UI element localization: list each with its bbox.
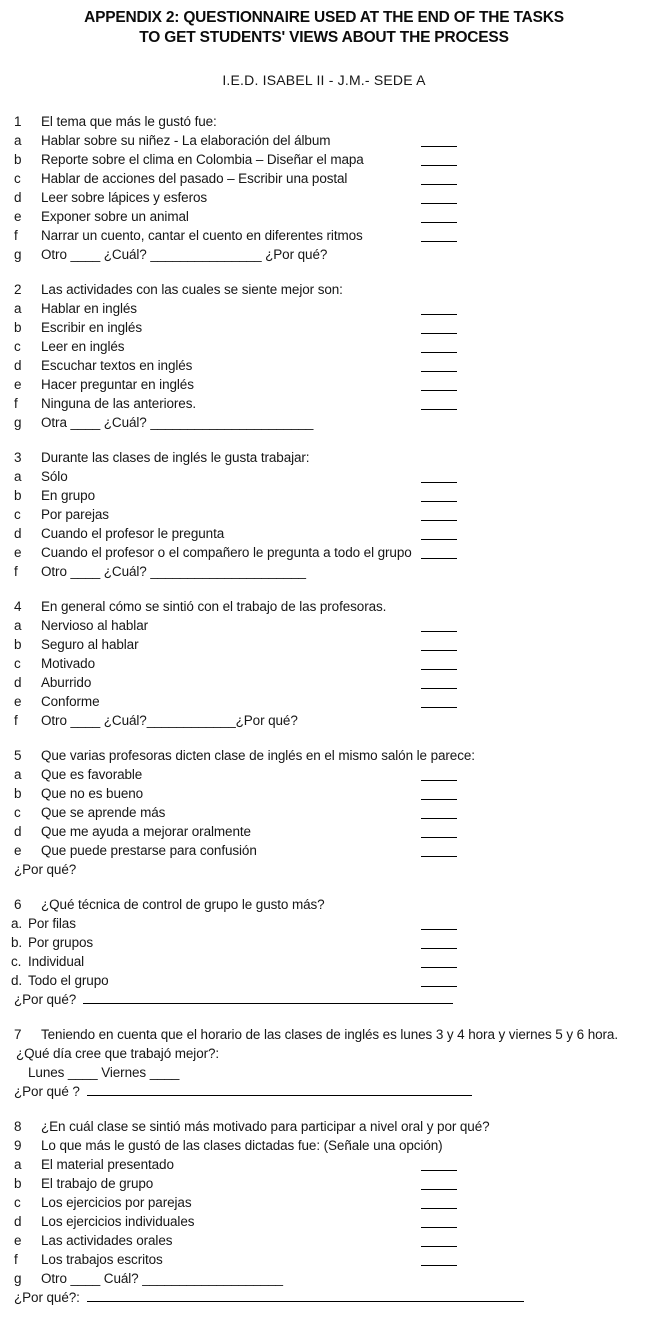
question-number: 4 bbox=[14, 599, 22, 614]
option-letter: f bbox=[14, 396, 18, 411]
option-letter: e bbox=[14, 545, 22, 560]
option-text: El trabajo de grupo bbox=[41, 1176, 154, 1191]
option-row-4e bbox=[14, 692, 648, 711]
option-row-9a bbox=[14, 1155, 648, 1174]
option-text: Escribir en inglés bbox=[41, 320, 142, 335]
question-8 bbox=[14, 1117, 648, 1136]
option-letter: f bbox=[14, 564, 18, 579]
option-letter: a bbox=[14, 133, 22, 148]
option-row-2a bbox=[14, 299, 648, 318]
option-row-2g bbox=[14, 413, 648, 432]
option-row-9b bbox=[14, 1174, 648, 1193]
option-row-9c bbox=[14, 1193, 648, 1212]
option-text: En grupo bbox=[41, 488, 95, 503]
answer-blank bbox=[421, 352, 457, 353]
question-9 bbox=[14, 1136, 648, 1307]
option-row-6a bbox=[11, 914, 648, 933]
answer-blank bbox=[421, 333, 457, 334]
answer-blank bbox=[421, 501, 457, 502]
question-8-header bbox=[14, 1117, 648, 1136]
option-row-3c bbox=[14, 505, 648, 524]
option-text: El material presentado bbox=[41, 1157, 174, 1172]
option-letter: g bbox=[14, 1271, 22, 1286]
answer-line bbox=[87, 1082, 472, 1096]
footer-label: ¿Por qué ? bbox=[14, 1084, 80, 1099]
answer-blank bbox=[421, 1227, 457, 1228]
answer-blank bbox=[421, 688, 457, 689]
option-letter: d bbox=[14, 190, 22, 205]
option-letter: b bbox=[14, 786, 22, 801]
option-letter: f bbox=[14, 228, 18, 243]
answer-blank bbox=[421, 371, 457, 372]
question-7-footer bbox=[14, 1082, 648, 1101]
option-text: Seguro al hablar bbox=[41, 637, 139, 652]
option-row-2d bbox=[14, 356, 648, 375]
question-text: El tema que más le gustó fue: bbox=[41, 114, 217, 129]
option-row-4f bbox=[14, 711, 648, 730]
option-row-1a bbox=[14, 131, 648, 150]
option-letter: d bbox=[14, 526, 22, 541]
question-3-header bbox=[14, 448, 648, 467]
option-text: Reporte sobre el clima en Colombia – Diseñar el mapa bbox=[41, 152, 364, 167]
option-text: Por filas bbox=[28, 916, 76, 931]
option-text: Hacer preguntar en inglés bbox=[41, 377, 194, 392]
answer-blank bbox=[421, 520, 457, 521]
question-line-text: Lunes ____ Viernes ____ bbox=[28, 1065, 180, 1080]
option-text: Hablar de acciones del pasado – Escribir una postal bbox=[41, 171, 348, 186]
answer-blank bbox=[421, 929, 457, 930]
question-number: 9 bbox=[14, 1138, 22, 1153]
option-row-3f bbox=[14, 562, 648, 581]
answer-blank bbox=[421, 314, 457, 315]
option-letter: b bbox=[14, 637, 22, 652]
option-letter: e bbox=[14, 843, 22, 858]
option-letter: f bbox=[14, 713, 18, 728]
question-text: En general cómo se sintió con el trabajo de las profesoras. bbox=[41, 599, 387, 614]
question-number: 1 bbox=[14, 114, 22, 129]
option-letter: f bbox=[14, 1252, 18, 1267]
question-7 bbox=[14, 1025, 648, 1101]
option-row-9f bbox=[14, 1250, 648, 1269]
answer-blank bbox=[421, 409, 457, 410]
question-1-header bbox=[14, 112, 648, 131]
option-text: Por parejas bbox=[41, 507, 109, 522]
question-5-footer bbox=[14, 860, 648, 879]
option-text: Que no es bueno bbox=[41, 786, 144, 801]
option-text: Individual bbox=[28, 954, 85, 969]
option-row-4c bbox=[14, 654, 648, 673]
answer-blank bbox=[421, 650, 457, 651]
option-text: Los ejercicios por parejas bbox=[41, 1195, 192, 1210]
option-row-5c bbox=[14, 803, 648, 822]
question-9-header bbox=[14, 1136, 648, 1155]
answer-blank bbox=[421, 482, 457, 483]
option-row-4d bbox=[14, 673, 648, 692]
option-row-3d bbox=[14, 524, 648, 543]
option-letter: c bbox=[14, 805, 21, 820]
option-row-1d bbox=[14, 188, 648, 207]
question-6 bbox=[11, 895, 648, 1009]
question-number: 2 bbox=[14, 282, 22, 297]
option-letter: a bbox=[14, 618, 22, 633]
question-number: 3 bbox=[14, 450, 22, 465]
answer-blank bbox=[421, 780, 457, 781]
question-4-header bbox=[14, 597, 648, 616]
option-text: Exponer sobre un animal bbox=[41, 209, 189, 224]
title-line-1: APPENDIX 2: QUESTIONNAIRE USED AT THE END OF THE TASKS bbox=[84, 9, 564, 26]
question-5 bbox=[14, 746, 648, 879]
option-row-2b bbox=[14, 318, 648, 337]
option-row-1e bbox=[14, 207, 648, 226]
answer-blank bbox=[421, 1208, 457, 1209]
answer-blank bbox=[421, 707, 457, 708]
option-row-5a bbox=[14, 765, 648, 784]
answer-blank bbox=[421, 222, 457, 223]
option-letter: a bbox=[14, 1157, 22, 1172]
option-text: Escuchar textos en inglés bbox=[41, 358, 193, 373]
option-row-4a bbox=[14, 616, 648, 635]
option-letter: d bbox=[14, 675, 22, 690]
option-row-1c bbox=[14, 169, 648, 188]
questionnaire-body bbox=[0, 112, 648, 1307]
option-row-5b bbox=[14, 784, 648, 803]
option-text: Cuando el profesor le pregunta bbox=[41, 526, 225, 541]
option-text: Que es favorable bbox=[41, 767, 143, 782]
option-text: Que puede prestarse para confusión bbox=[41, 843, 257, 858]
question-line-text: ¿Qué día cree que trabajó mejor?: bbox=[16, 1046, 220, 1061]
option-text: Aburrido bbox=[41, 675, 92, 690]
option-text: Otro ____ Cuál? ___________________ bbox=[41, 1271, 283, 1286]
question-4 bbox=[14, 597, 648, 730]
answer-blank bbox=[421, 967, 457, 968]
option-text: Los ejercicios individuales bbox=[41, 1214, 195, 1229]
answer-blank bbox=[421, 146, 457, 147]
option-text: Que se aprende más bbox=[41, 805, 166, 820]
option-text: Cuando el profesor o el compañero le pregunta a todo el grupo bbox=[41, 545, 412, 560]
question-9-footer bbox=[14, 1288, 648, 1307]
question-3 bbox=[14, 448, 648, 581]
option-letter: g bbox=[14, 247, 22, 262]
option-row-9d bbox=[14, 1212, 648, 1231]
answer-line bbox=[83, 990, 453, 1004]
document-title bbox=[0, 0, 648, 48]
footer-label: ¿Por qué? bbox=[14, 862, 77, 877]
answer-blank bbox=[421, 799, 457, 800]
option-letter: e bbox=[14, 694, 22, 709]
option-row-2c bbox=[14, 337, 648, 356]
question-7-line bbox=[14, 1044, 648, 1063]
option-letter: b. bbox=[11, 935, 23, 950]
option-letter: d bbox=[14, 358, 22, 373]
option-text: Motivado bbox=[41, 656, 95, 671]
option-letter: g bbox=[14, 415, 22, 430]
option-row-1b bbox=[14, 150, 648, 169]
option-letter: d. bbox=[11, 973, 23, 988]
option-row-3a bbox=[14, 467, 648, 486]
question-number: 5 bbox=[14, 748, 22, 763]
question-number: 6 bbox=[14, 897, 22, 912]
answer-blank bbox=[421, 948, 457, 949]
answer-blank bbox=[421, 669, 457, 670]
answer-blank bbox=[421, 184, 457, 185]
option-text: Nervioso al hablar bbox=[41, 618, 149, 633]
option-letter: c bbox=[14, 339, 21, 354]
option-letter: e bbox=[14, 1233, 22, 1248]
option-row-9e bbox=[14, 1231, 648, 1250]
option-text: Hablar en inglés bbox=[41, 301, 137, 316]
question-text: Que varias profesoras dicten clase de inglés en el mismo salón le parece: bbox=[41, 748, 475, 763]
option-letter: d bbox=[14, 1214, 22, 1229]
question-text: Teniendo en cuenta que el horario de las clases de inglés es lunes 3 y 4 hora y viernes 5 y 6 hora. bbox=[41, 1027, 618, 1042]
option-row-5e bbox=[14, 841, 648, 860]
option-letter: c. bbox=[11, 954, 22, 969]
option-row-9g bbox=[14, 1269, 648, 1288]
answer-blank bbox=[421, 631, 457, 632]
question-text: ¿En cuál clase se sintió más motivado para participar a nivel oral y por qué? bbox=[41, 1119, 490, 1134]
option-text: Otro ____ ¿Cuál?____________¿Por qué? bbox=[41, 713, 298, 728]
footer-label: ¿Por qué?: bbox=[14, 1290, 80, 1305]
question-7-line bbox=[14, 1063, 648, 1082]
answer-blank bbox=[421, 1189, 457, 1190]
answer-blank bbox=[421, 1265, 457, 1266]
answer-blank bbox=[421, 818, 457, 819]
question-text: Durante las clases de inglés le gusta trabajar: bbox=[41, 450, 310, 465]
option-letter: a bbox=[14, 301, 22, 316]
option-letter: d bbox=[14, 824, 22, 839]
answer-blank bbox=[421, 856, 457, 857]
question-5-header bbox=[14, 746, 648, 765]
answer-blank bbox=[421, 837, 457, 838]
option-row-6d bbox=[11, 971, 648, 990]
option-text: Que me ayuda a mejorar oralmente bbox=[41, 824, 251, 839]
option-text: Leer sobre lápices y esferos bbox=[41, 190, 208, 205]
option-row-3b bbox=[14, 486, 648, 505]
option-text: Sólo bbox=[41, 469, 68, 484]
option-text: Ninguna de las anteriores. bbox=[41, 396, 196, 411]
answer-line bbox=[87, 1288, 524, 1302]
option-letter: c bbox=[14, 507, 21, 522]
question-2 bbox=[14, 280, 648, 432]
option-row-3e bbox=[14, 543, 648, 562]
question-number: 7 bbox=[14, 1027, 22, 1042]
document-subtitle: I.E.D. ISABEL II - J.M.- SEDE A bbox=[222, 72, 426, 88]
answer-blank bbox=[421, 165, 457, 166]
option-row-6c bbox=[11, 952, 648, 971]
option-letter: b bbox=[14, 320, 22, 335]
question-text: Las actividades con las cuales se siente mejor son: bbox=[41, 282, 343, 297]
option-letter: c bbox=[14, 656, 21, 671]
option-text: Narrar un cuento, cantar el cuento en diferentes ritmos bbox=[41, 228, 363, 243]
question-text: ¿Qué técnica de control de grupo le gusto más? bbox=[41, 897, 325, 912]
option-text: Hablar sobre su niñez - La elaboración del álbum bbox=[41, 133, 331, 148]
question-7-header bbox=[14, 1025, 648, 1044]
option-letter: e bbox=[14, 377, 22, 392]
option-text: Leer en inglés bbox=[41, 339, 125, 354]
answer-blank bbox=[421, 986, 457, 987]
option-text: Otro ____ ¿Cuál? _____________________ bbox=[41, 564, 306, 579]
question-text: Lo que más le gustó de las clases dictadas fue: (Señale una opción) bbox=[41, 1138, 443, 1153]
option-row-5d bbox=[14, 822, 648, 841]
option-row-1f bbox=[14, 226, 648, 245]
option-text: Los trabajos escritos bbox=[41, 1252, 163, 1267]
question-number: 8 bbox=[14, 1119, 22, 1134]
option-letter: c bbox=[14, 1195, 21, 1210]
option-letter: a bbox=[14, 469, 22, 484]
answer-blank bbox=[421, 1246, 457, 1247]
option-row-2e bbox=[14, 375, 648, 394]
option-row-4b bbox=[14, 635, 648, 654]
option-letter: b bbox=[14, 488, 22, 503]
answer-blank bbox=[421, 558, 457, 559]
option-row-2f bbox=[14, 394, 648, 413]
answer-blank bbox=[421, 203, 457, 204]
option-letter: b bbox=[14, 1176, 22, 1191]
question-6-header bbox=[14, 895, 648, 914]
answer-blank bbox=[421, 390, 457, 391]
option-letter: a bbox=[14, 767, 22, 782]
option-text: Otro ____ ¿Cuál? _______________ ¿Por qué? bbox=[41, 247, 328, 262]
answer-blank bbox=[421, 539, 457, 540]
option-letter: e bbox=[14, 209, 22, 224]
option-text: Conforme bbox=[41, 694, 100, 709]
footer-label: ¿Por qué? bbox=[14, 992, 77, 1007]
option-text: Por grupos bbox=[28, 935, 94, 950]
answer-blank bbox=[421, 241, 457, 242]
title-line-2: TO GET STUDENTS' VIEWS ABOUT THE PROCESS bbox=[139, 29, 509, 46]
option-letter: a. bbox=[11, 916, 23, 931]
answer-blank bbox=[421, 1170, 457, 1171]
question-2-header bbox=[14, 280, 648, 299]
option-row-6b bbox=[11, 933, 648, 952]
option-letter: c bbox=[14, 171, 21, 186]
option-text: Otra ____ ¿Cuál? ______________________ bbox=[41, 415, 314, 430]
question-1 bbox=[14, 112, 648, 264]
question-6-footer bbox=[14, 990, 648, 1009]
option-text: Las actividades orales bbox=[41, 1233, 173, 1248]
option-row-1g bbox=[14, 245, 648, 264]
option-text: Todo el grupo bbox=[28, 973, 109, 988]
option-letter: b bbox=[14, 152, 22, 167]
